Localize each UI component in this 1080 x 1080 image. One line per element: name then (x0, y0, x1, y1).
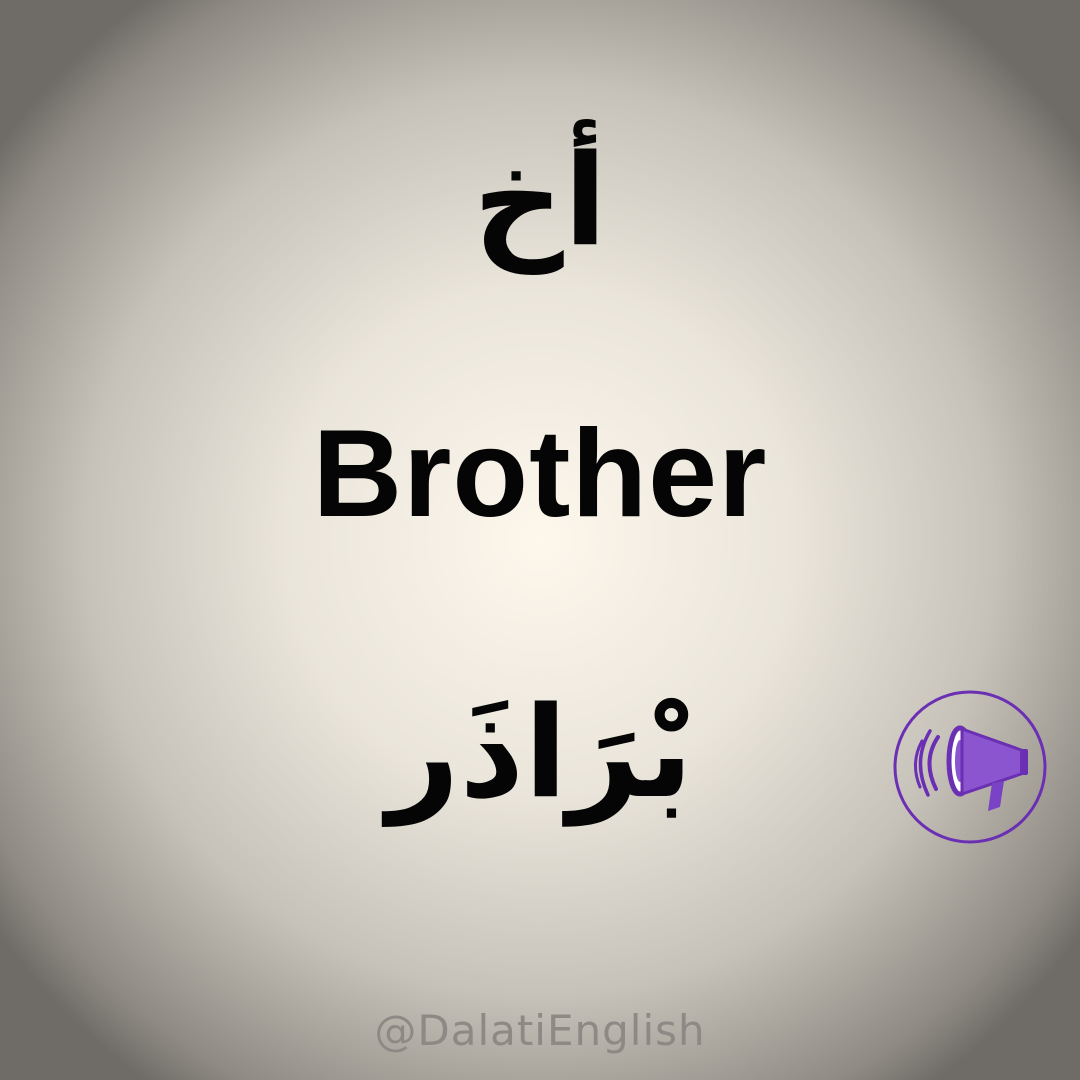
play-audio-button[interactable] (892, 689, 1048, 845)
english-word: Brother (312, 405, 768, 543)
arabic-word: أخ (473, 127, 607, 274)
megaphone-icon (892, 689, 1048, 845)
watermark: @DalatiEnglish (374, 1006, 706, 1055)
transliteration: بْرَاذَر (386, 679, 694, 826)
